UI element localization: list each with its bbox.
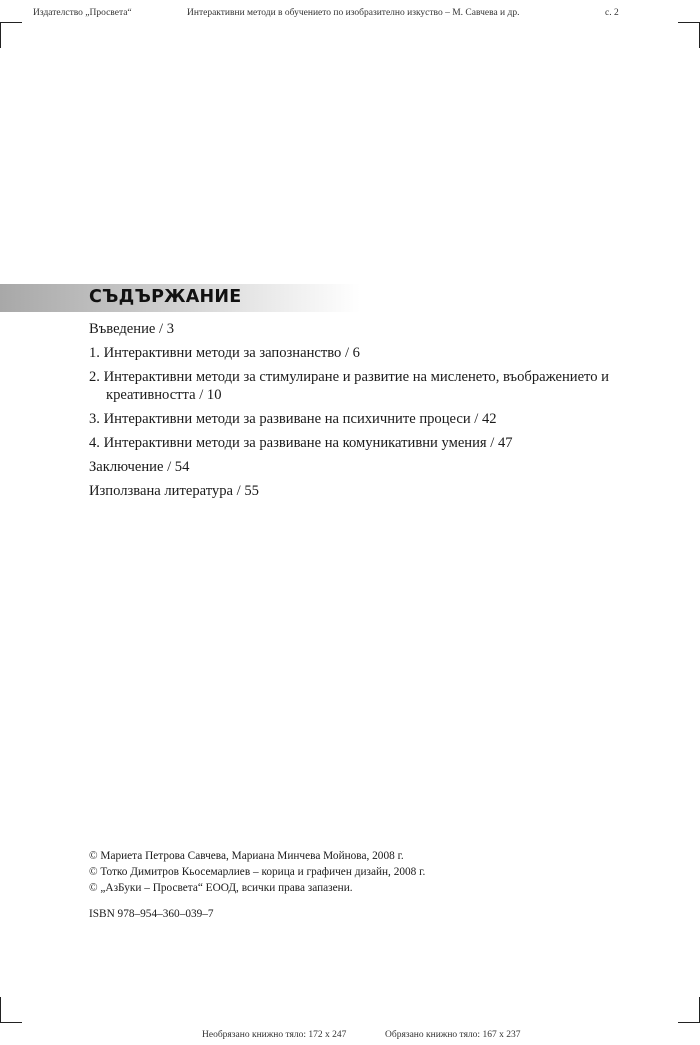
copyright-block: [89, 848, 425, 896]
crop-mark-top-right-horizontal: [678, 22, 700, 23]
crop-mark-bottom-right-horizontal: [678, 1022, 700, 1023]
footer-untrimmed-size: Необрязано книжно тяло: 172 x 247: [202, 1030, 347, 1040]
toc-item-conclusion[interactable]: Заключение / 54: [89, 459, 190, 475]
header-publisher: Издателство „Просвета“: [33, 8, 132, 18]
copyright-line-authors: © Мариета Петрова Савчева, Мариана Минчева Мойнова, 2008 г.: [89, 850, 404, 862]
running-header: [0, 8, 700, 22]
crop-mark-top-left-horizontal: [0, 22, 22, 23]
toc-item-bibliography[interactable]: Използвана литература / 55: [89, 483, 259, 499]
footer-trimmed-size: Обрязано книжно тяло: 167 x 237: [385, 1030, 521, 1040]
header-page-number: с. 2: [605, 8, 619, 18]
toc-item-chapter-3[interactable]: 3. Интерактивни методи за развиване на психичните процеси / 42: [89, 411, 497, 427]
toc-item-chapter-2[interactable]: 2. Интерактивни методи за стимулиране и развитие на мисленето, въображението и креативността / 10: [89, 369, 609, 403]
toc-list: [89, 320, 609, 506]
copyright-line-publisher: © „АзБуки – Просвета“ ЕООД, всички права запазени.: [89, 882, 353, 894]
header-book-title: Интерактивни методи в обучението по изобразително изкуство – М. Савчева и др.: [187, 8, 520, 18]
toc-item-chapter-1[interactable]: 1. Интерактивни методи за запознанство / 6: [89, 345, 360, 361]
crop-mark-bottom-left-vertical: [0, 997, 1, 1023]
crop-mark-bottom-left-horizontal: [0, 1022, 22, 1023]
isbn: ISBN 978–954–360–039–7: [89, 908, 214, 920]
copyright-line-design: © Тотко Димитров Кьосемарлиев – корица и графичен дизайн, 2008 г.: [89, 866, 426, 878]
toc-item-introduction[interactable]: Въведение / 3: [89, 321, 175, 337]
toc-heading: СЪДЪРЖАНИЕ: [89, 287, 242, 307]
toc-item-chapter-4[interactable]: 4. Интерактивни методи за развиване на комуникативни умения / 47: [89, 435, 513, 451]
crop-mark-top-left-vertical: [0, 22, 1, 48]
